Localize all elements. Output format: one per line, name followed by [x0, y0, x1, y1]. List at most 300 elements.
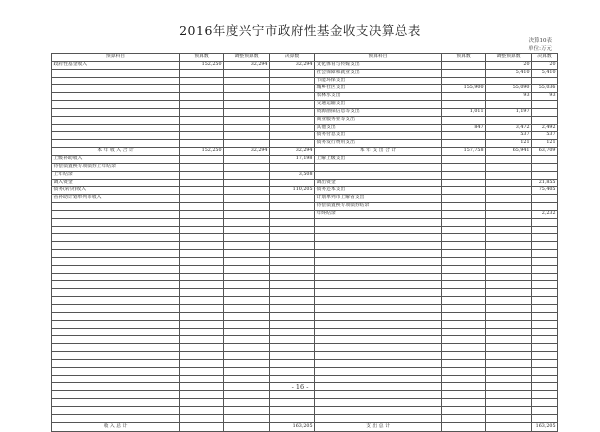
income-cell-3	[270, 124, 315, 132]
income-cell-3	[270, 281, 315, 289]
expense-cell-2	[486, 234, 532, 242]
income-cell-0	[52, 140, 180, 148]
income-cell-3	[270, 250, 315, 258]
table-row-empty	[52, 367, 558, 375]
expense-cell-2: 3,472	[486, 124, 532, 132]
income-cell-3	[270, 234, 315, 242]
expense-cell-3	[532, 171, 558, 179]
table-code: 决算10表	[528, 38, 552, 44]
unit-label: 单位:万元	[528, 46, 552, 52]
income-cell-0	[52, 406, 180, 414]
income-cell-2	[224, 101, 270, 109]
expense-cell-1	[442, 69, 486, 77]
income-cell-2	[224, 77, 270, 85]
expense-cell-0	[315, 328, 442, 336]
expense-cell-3	[532, 195, 558, 203]
table-row-empty	[52, 391, 558, 399]
expense-cell-2	[486, 320, 532, 328]
table-row-empty	[52, 320, 558, 328]
expense-cell-2	[486, 406, 532, 414]
income-cell-0: 待偿债置换专项债券上年结余	[52, 163, 180, 171]
income-cell-3	[270, 359, 315, 367]
expense-cell-0: 其他支出	[315, 124, 442, 132]
income-cell-1	[180, 305, 224, 313]
income-cell-2	[224, 328, 270, 336]
income-cell-0: 债务(转贷)收入	[52, 187, 180, 195]
expense-cell-3	[532, 391, 558, 399]
income-cell-0	[52, 101, 180, 109]
expense-cell-2	[486, 265, 532, 273]
income-cell-1	[180, 414, 224, 422]
page-number: - 16 -	[291, 383, 309, 391]
expense-cell-3	[532, 344, 558, 352]
expense-cell-0	[315, 391, 442, 399]
expense-cell-0: 交通运输支出	[315, 101, 442, 109]
expense-cell-3	[532, 336, 558, 344]
expense-cell-0	[315, 273, 442, 281]
expense-cell-1	[442, 289, 486, 297]
expense-cell-2	[486, 179, 532, 187]
expense-cell-3	[532, 116, 558, 124]
expense-cell-3	[532, 108, 558, 116]
expense-cell-1	[442, 77, 486, 85]
income-cell-1	[180, 218, 224, 226]
income-cell-3	[270, 85, 315, 93]
expense-cell-3	[532, 218, 558, 226]
expense-cell-2: 55,090	[486, 85, 532, 93]
expense-cell-3: 55,036	[532, 85, 558, 93]
expense-cell-1	[442, 399, 486, 407]
expense-cell-3: 21,855	[532, 179, 558, 187]
income-cell-3	[270, 77, 315, 85]
income-cell-1	[180, 265, 224, 273]
income-cell-3: 32,294	[270, 148, 315, 156]
expense-cell-2	[486, 352, 532, 360]
expense-cell-3: 93	[532, 93, 558, 101]
expense-cell-0: 资源勘探信息等支出	[315, 108, 442, 116]
table-row	[52, 132, 558, 140]
income-cell-0	[52, 257, 180, 265]
income-cell-2	[224, 359, 270, 367]
income-cell-1	[180, 257, 224, 265]
expense-cell-0: 城乡社区支出	[315, 85, 442, 93]
expense-cell-1	[442, 179, 486, 187]
table-row-empty	[52, 257, 558, 265]
expense-cell-1: 157,758	[442, 148, 486, 156]
expense-cell-0	[315, 336, 442, 344]
income-cell-2	[224, 289, 270, 297]
income-cell-1	[180, 336, 224, 344]
expense-cell-1	[442, 320, 486, 328]
expense-cell-0	[315, 344, 442, 352]
expense-cell-3: 63,709	[532, 148, 558, 156]
expense-cell-0	[315, 312, 442, 320]
income-cell-0	[52, 69, 180, 77]
expense-cell-3: 2,492	[532, 124, 558, 132]
income-cell-1	[180, 352, 224, 360]
expense-cell-0	[315, 163, 442, 171]
expense-cell-0	[315, 242, 442, 250]
income-cell-1	[180, 281, 224, 289]
expense-cell-3	[532, 234, 558, 242]
table-row	[52, 108, 558, 116]
income-cell-0	[52, 250, 180, 258]
expense-cell-2	[486, 77, 532, 85]
income-cell-1	[180, 140, 224, 148]
income-cell-3	[270, 399, 315, 407]
income-cell-2	[224, 132, 270, 140]
expense-cell-0	[315, 250, 442, 258]
expense-cell-3	[532, 305, 558, 313]
expense-cell-3	[532, 257, 558, 265]
table-row	[52, 163, 558, 171]
income-cell-2	[224, 195, 270, 203]
expense-cell-1	[442, 132, 486, 140]
income-cell-1	[180, 77, 224, 85]
income-cell-3	[270, 352, 315, 360]
table-row-empty	[52, 226, 558, 234]
expense-cell-3	[532, 352, 558, 360]
income-cell-1	[180, 155, 224, 163]
expense-cell-0: 节能环保支出	[315, 77, 442, 85]
income-cell-0	[52, 124, 180, 132]
income-cell-2	[224, 93, 270, 101]
income-cell-1	[180, 406, 224, 414]
expense-cell-2	[486, 305, 532, 313]
income-cell-1	[180, 328, 224, 336]
expense-cell-2	[486, 328, 532, 336]
expense-cell-2	[486, 218, 532, 226]
income-cell-3	[270, 203, 315, 211]
income-cell-3	[270, 320, 315, 328]
expense-cell-3	[532, 328, 558, 336]
income-cell-0: 省补助计划单列市收入	[52, 195, 180, 203]
income-cell-0	[52, 210, 180, 218]
expense-cell-0	[315, 414, 442, 422]
table-row-empty	[52, 336, 558, 344]
table-row-empty	[52, 375, 558, 383]
income-cell-0	[52, 226, 180, 234]
expense-cell-1	[442, 210, 486, 218]
expense-cell-2	[486, 367, 532, 375]
expense-cell-3	[532, 297, 558, 305]
expense-cell-2	[486, 203, 532, 211]
expense-cell-2	[486, 257, 532, 265]
expense-cell-2: 调整预算数	[486, 54, 532, 62]
income-cell-2	[224, 336, 270, 344]
income-cell-2	[224, 218, 270, 226]
income-cell-2	[224, 210, 270, 218]
expense-cell-1	[442, 367, 486, 375]
income-cell-3	[270, 328, 315, 336]
expense-cell-1	[442, 305, 486, 313]
expense-cell-3	[532, 101, 558, 109]
expense-cell-1	[442, 116, 486, 124]
income-cell-2	[224, 155, 270, 163]
income-cell-1	[180, 116, 224, 124]
expense-cell-3	[532, 163, 558, 171]
income-cell-0: 收 入 总 计	[52, 422, 180, 431]
expense-cell-2: 5,410	[486, 69, 532, 77]
income-cell-0	[52, 344, 180, 352]
table-row-empty	[52, 289, 558, 297]
income-cell-0	[52, 359, 180, 367]
expense-cell-2	[486, 187, 532, 195]
income-cell-3	[270, 242, 315, 250]
income-cell-0	[52, 265, 180, 273]
income-cell-0	[52, 399, 180, 407]
expense-cell-3	[532, 375, 558, 383]
expense-cell-1	[442, 226, 486, 234]
expense-cell-3	[532, 77, 558, 85]
income-cell-1	[180, 85, 224, 93]
income-cell-1	[180, 399, 224, 407]
income-cell-2	[224, 352, 270, 360]
income-cell-3	[270, 69, 315, 77]
income-cell-1	[180, 289, 224, 297]
income-cell-1	[180, 69, 224, 77]
expense-cell-1	[442, 203, 486, 211]
table-row-empty	[52, 250, 558, 258]
expense-cell-3	[532, 281, 558, 289]
table-row-empty	[52, 344, 558, 352]
expense-cell-1	[442, 250, 486, 258]
expense-cell-0: 本 年 支 出 合 计	[315, 148, 442, 156]
income-cell-0	[52, 281, 180, 289]
expense-cell-2	[486, 155, 532, 163]
expense-cell-1	[442, 234, 486, 242]
income-cell-0: 政府性基金收入	[52, 61, 180, 69]
expense-cell-2: 93	[486, 93, 532, 101]
income-cell-0	[52, 336, 180, 344]
expense-cell-2	[486, 163, 532, 171]
income-cell-3	[270, 132, 315, 140]
income-cell-1	[180, 242, 224, 250]
income-cell-1	[180, 163, 224, 171]
table-row	[52, 77, 558, 85]
income-cell-1	[180, 312, 224, 320]
income-cell-1	[180, 273, 224, 281]
table-row-empty	[52, 242, 558, 250]
income-cell-0	[52, 289, 180, 297]
income-cell-0	[52, 108, 180, 116]
expense-cell-0: 农林水支出	[315, 93, 442, 101]
income-cell-0	[52, 352, 180, 360]
income-cell-2	[224, 85, 270, 93]
table-row-empty	[52, 273, 558, 281]
expense-cell-3: 537	[532, 132, 558, 140]
expense-cell-0: 商业服务业等支出	[315, 116, 442, 124]
income-cell-0	[52, 77, 180, 85]
income-cell-3: 110,205	[270, 187, 315, 195]
income-cell-0	[52, 203, 180, 211]
expense-cell-0: 上解上级支出	[315, 155, 442, 163]
income-cell-2	[224, 203, 270, 211]
income-cell-3: 17,198	[270, 155, 315, 163]
expense-cell-1	[442, 297, 486, 305]
income-cell-1	[180, 210, 224, 218]
expense-cell-2	[486, 336, 532, 344]
table-row-empty	[52, 406, 558, 414]
expense-cell-1	[442, 93, 486, 101]
expense-cell-2	[486, 226, 532, 234]
table-row-empty	[52, 352, 558, 360]
expense-cell-3	[532, 203, 558, 211]
income-cell-1	[180, 179, 224, 187]
expense-cell-2	[486, 171, 532, 179]
expense-cell-1	[442, 273, 486, 281]
income-cell-1	[180, 108, 224, 116]
income-cell-2	[224, 187, 270, 195]
expense-cell-1	[442, 414, 486, 422]
income-cell-2: 调整预算数	[224, 54, 270, 62]
expense-cell-0: 文化体育与传媒支出	[315, 61, 442, 69]
income-cell-3	[270, 391, 315, 399]
income-cell-0	[52, 367, 180, 375]
expense-cell-1	[442, 195, 486, 203]
income-cell-3	[270, 226, 315, 234]
income-cell-0	[52, 391, 180, 399]
expense-cell-3: 5,410	[532, 69, 558, 77]
expense-cell-2	[486, 359, 532, 367]
expense-cell-2	[486, 297, 532, 305]
expense-cell-2	[486, 344, 532, 352]
income-cell-3: 3,508	[270, 171, 315, 179]
expense-cell-1	[442, 242, 486, 250]
income-cell-0	[52, 234, 180, 242]
expense-cell-0	[315, 375, 442, 383]
income-cell-3	[270, 93, 315, 101]
income-cell-0	[52, 328, 180, 336]
expense-cell-0	[315, 359, 442, 367]
page-title: 2016年度兴宁市政府性基金收支决算总表	[179, 23, 421, 38]
income-cell-0	[52, 305, 180, 313]
expense-cell-1	[442, 265, 486, 273]
table-row	[52, 179, 558, 187]
income-cell-1	[180, 359, 224, 367]
expense-cell-3	[532, 399, 558, 407]
income-cell-3	[270, 414, 315, 422]
expense-cell-1	[442, 328, 486, 336]
expense-cell-0	[315, 218, 442, 226]
expense-cell-1	[442, 257, 486, 265]
income-cell-0	[52, 242, 180, 250]
expense-cell-2	[486, 250, 532, 258]
income-cell-2	[224, 422, 270, 431]
table-row	[52, 171, 558, 179]
expense-cell-0	[315, 352, 442, 360]
expense-cell-0: 支 出 总 计	[315, 422, 442, 431]
income-cell-2	[224, 108, 270, 116]
income-cell-1: 预算数	[180, 54, 224, 62]
income-cell-0	[52, 320, 180, 328]
expense-cell-1: 1,011	[442, 108, 486, 116]
expense-cell-1	[442, 312, 486, 320]
expense-cell-0: 年终结余	[315, 210, 442, 218]
income-cell-1	[180, 391, 224, 399]
table-row-empty	[52, 328, 558, 336]
income-cell-2	[224, 179, 270, 187]
expense-cell-2	[486, 101, 532, 109]
income-cell-1	[180, 101, 224, 109]
income-cell-3: 163,205	[270, 422, 315, 431]
table-row	[52, 195, 558, 203]
table-row	[52, 85, 558, 93]
table-row	[52, 124, 558, 132]
expense-cell-1: 预算数	[442, 54, 486, 62]
income-cell-2	[224, 234, 270, 242]
expense-cell-2: 121	[486, 140, 532, 148]
expense-cell-0	[315, 265, 442, 273]
table-row	[52, 140, 558, 148]
table-row	[52, 93, 558, 101]
expense-cell-3: 2,232	[532, 210, 558, 218]
expense-cell-0	[315, 297, 442, 305]
income-cell-1	[180, 203, 224, 211]
income-cell-3	[270, 265, 315, 273]
income-cell-2	[224, 226, 270, 234]
income-cell-2	[224, 391, 270, 399]
income-cell-1	[180, 320, 224, 328]
income-cell-0: 本 年 收 入 合 计	[52, 148, 180, 156]
expense-cell-1	[442, 171, 486, 179]
table-row-empty	[52, 218, 558, 226]
expense-cell-3	[532, 406, 558, 414]
expense-cell-2	[486, 273, 532, 281]
expense-cell-1	[442, 281, 486, 289]
income-cell-3	[270, 375, 315, 383]
expense-cell-3: 20	[532, 61, 558, 69]
expense-cell-1	[442, 406, 486, 414]
table-row	[52, 116, 558, 124]
income-cell-1	[180, 93, 224, 101]
income-cell-2	[224, 116, 270, 124]
income-cell-1	[180, 250, 224, 258]
income-cell-1	[180, 171, 224, 179]
expense-cell-0	[315, 399, 442, 407]
expense-cell-2	[486, 242, 532, 250]
expense-cell-0: 计划单列市上解省支出	[315, 195, 442, 203]
income-cell-0	[52, 132, 180, 140]
income-cell-1: 152,250	[180, 148, 224, 156]
expense-cell-0	[315, 171, 442, 179]
expense-cell-2	[486, 375, 532, 383]
income-cell-2	[224, 375, 270, 383]
income-cell-3	[270, 289, 315, 297]
income-cell-0: 预算科目	[52, 54, 180, 62]
income-cell-0	[52, 297, 180, 305]
income-cell-2	[224, 320, 270, 328]
income-cell-1: 152,250	[180, 61, 224, 69]
expense-cell-3: 163,205	[532, 422, 558, 431]
expense-cell-1	[442, 352, 486, 360]
table-row	[52, 210, 558, 218]
income-cell-0: 上级补助收入	[52, 155, 180, 163]
expense-cell-1	[442, 422, 486, 431]
table-row-empty	[52, 399, 558, 407]
expense-cell-2	[486, 391, 532, 399]
income-cell-0	[52, 218, 180, 226]
expense-cell-3	[532, 273, 558, 281]
income-cell-3	[270, 108, 315, 116]
income-cell-3	[270, 297, 315, 305]
income-cell-1	[180, 367, 224, 375]
expense-cell-2: 20	[486, 61, 532, 69]
income-cell-1	[180, 422, 224, 431]
expense-cell-1	[442, 155, 486, 163]
expense-cell-2	[486, 422, 532, 431]
income-cell-3	[270, 210, 315, 218]
